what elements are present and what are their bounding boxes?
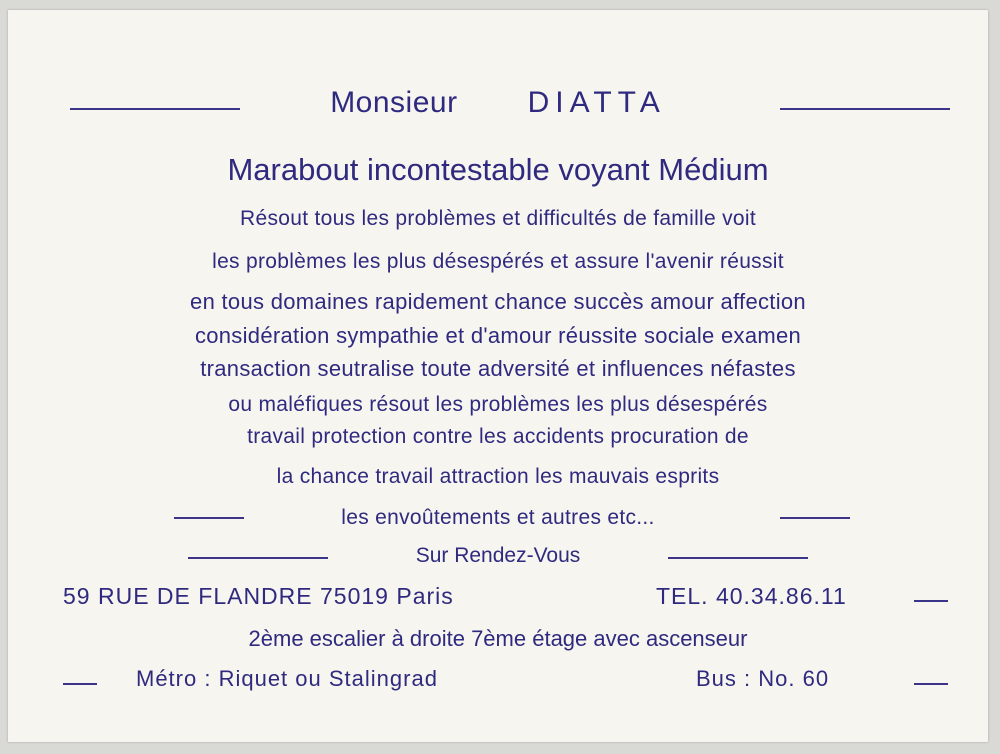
title-row	[8, 86, 988, 120]
description-line: les problèmes les plus désespérés et assure l'avenir réussit	[212, 250, 784, 273]
phone: TEL. 40.34.86.11	[656, 583, 847, 609]
subtitle: Marabout incontestable voyant Médium	[227, 152, 769, 187]
appointment-right-rule	[668, 557, 808, 559]
business-card	[8, 10, 988, 742]
bus: Bus : No. 60	[696, 666, 830, 691]
description-line: considération sympathie et d'amour réussite sociale examen	[194, 323, 802, 348]
honorific: Monsieur	[330, 86, 458, 119]
description-line: en tous domaines rapidement chance succès amour affection	[190, 289, 806, 314]
description-line: travail protection contre les accidents procuration de	[247, 425, 749, 448]
appointment-text: Sur Rendez-Vous	[415, 544, 581, 567]
description-line: ou maléfiques résout les problèmes les plus désespérés	[228, 393, 768, 416]
metro: Métro : Riquet ou Stalingrad	[136, 666, 438, 691]
bus-right-rule	[914, 683, 948, 685]
address: 59 RUE DE FLANDRE 75019 Paris	[63, 583, 454, 609]
etc-right-rule	[780, 517, 850, 519]
metro-left-rule	[63, 683, 97, 685]
directions: 2ème escalier à droite 7ème étage avec ascenseur	[248, 626, 748, 651]
title-right-rule	[780, 108, 950, 110]
description-line: les envoûtements et autres etc...	[341, 506, 655, 529]
description-line: Résout tous les problèmes et difficultés de famille voit	[240, 207, 756, 230]
description-line: transaction seutralise toute adversité et influences néfastes	[200, 356, 796, 381]
marabout-name: DIATTA	[527, 86, 666, 119]
description-line: la chance travail attraction les mauvais esprits	[276, 465, 720, 488]
phone-right-rule	[914, 600, 948, 602]
